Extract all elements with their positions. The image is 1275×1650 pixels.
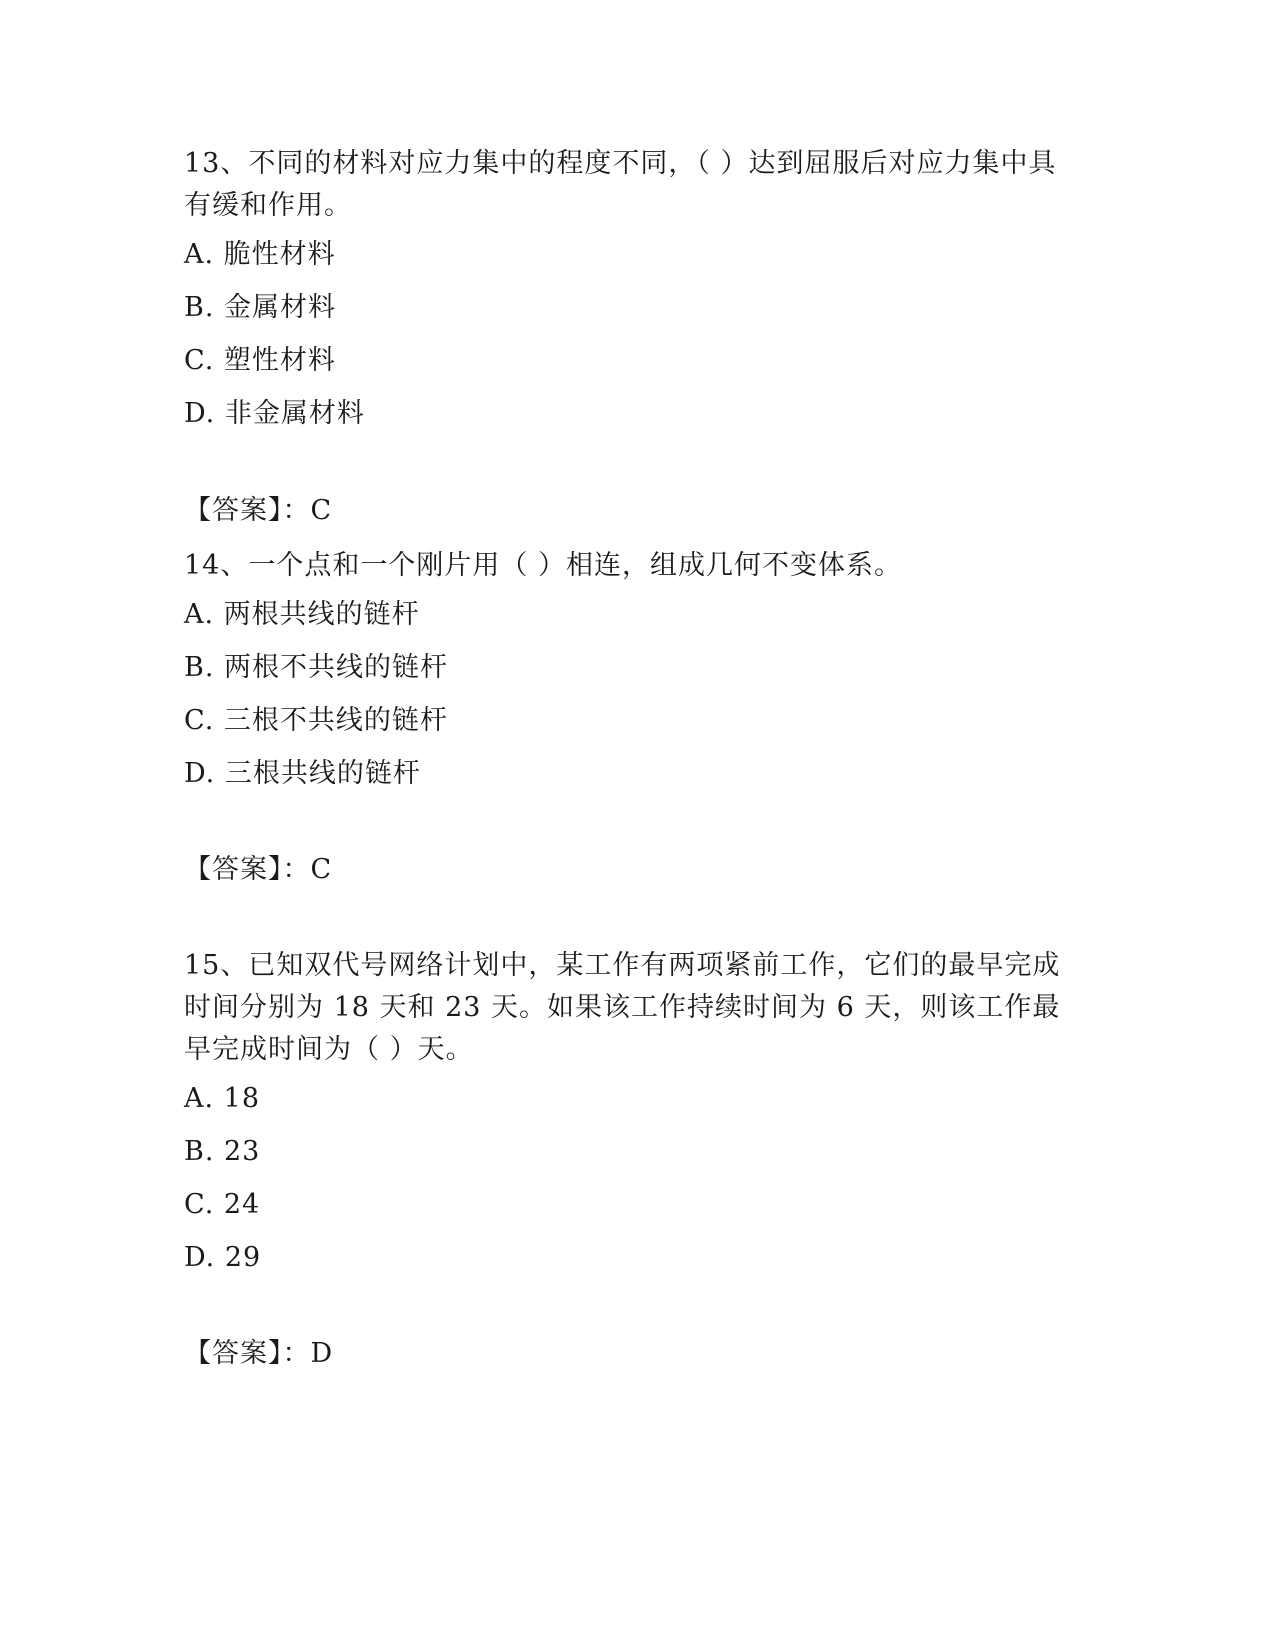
option-c: C. 塑性材料	[184, 345, 336, 376]
question-13	[184, 143, 1064, 526]
option-a: A. 18	[184, 1083, 261, 1114]
question-stem: 13、不同的材料对应力集中的程度不同，（ ）达到屈服后对应力集中具有缓和作用。	[184, 148, 1057, 221]
option-d: D. 三根共线的链杆	[184, 758, 421, 789]
option-a: A. 两根共线的链杆	[184, 599, 420, 630]
option-d: D. 29	[184, 1242, 262, 1273]
question-14	[184, 545, 1064, 885]
question-stem: 14、一个点和一个刚片用（ ）相连，组成几何不变体系。	[184, 550, 902, 581]
question-stem: 15、已知双代号网络计划中，某工作有两项紧前工作，它们的最早完成时间分别为 18 天和 23 天。如果该工作持续时间为 6 天，则该工作最早完成时间为（ ）天。	[184, 950, 1061, 1065]
option-c: C. 三根不共线的链杆	[184, 705, 448, 736]
option-b: B. 两根不共线的链杆	[184, 652, 449, 683]
option-b: B. 23	[184, 1136, 261, 1167]
option-c: C. 24	[184, 1189, 261, 1220]
answer-line: 【答案】：D	[184, 1338, 334, 1369]
answer-line: 【答案】：C	[184, 495, 333, 526]
option-b: B. 金属材料	[184, 292, 337, 323]
answer-line: 【答案】：C	[184, 854, 333, 885]
option-d: D. 非金属材料	[184, 398, 365, 429]
option-a: A. 脆性材料	[184, 239, 336, 270]
question-15	[184, 945, 1064, 1369]
